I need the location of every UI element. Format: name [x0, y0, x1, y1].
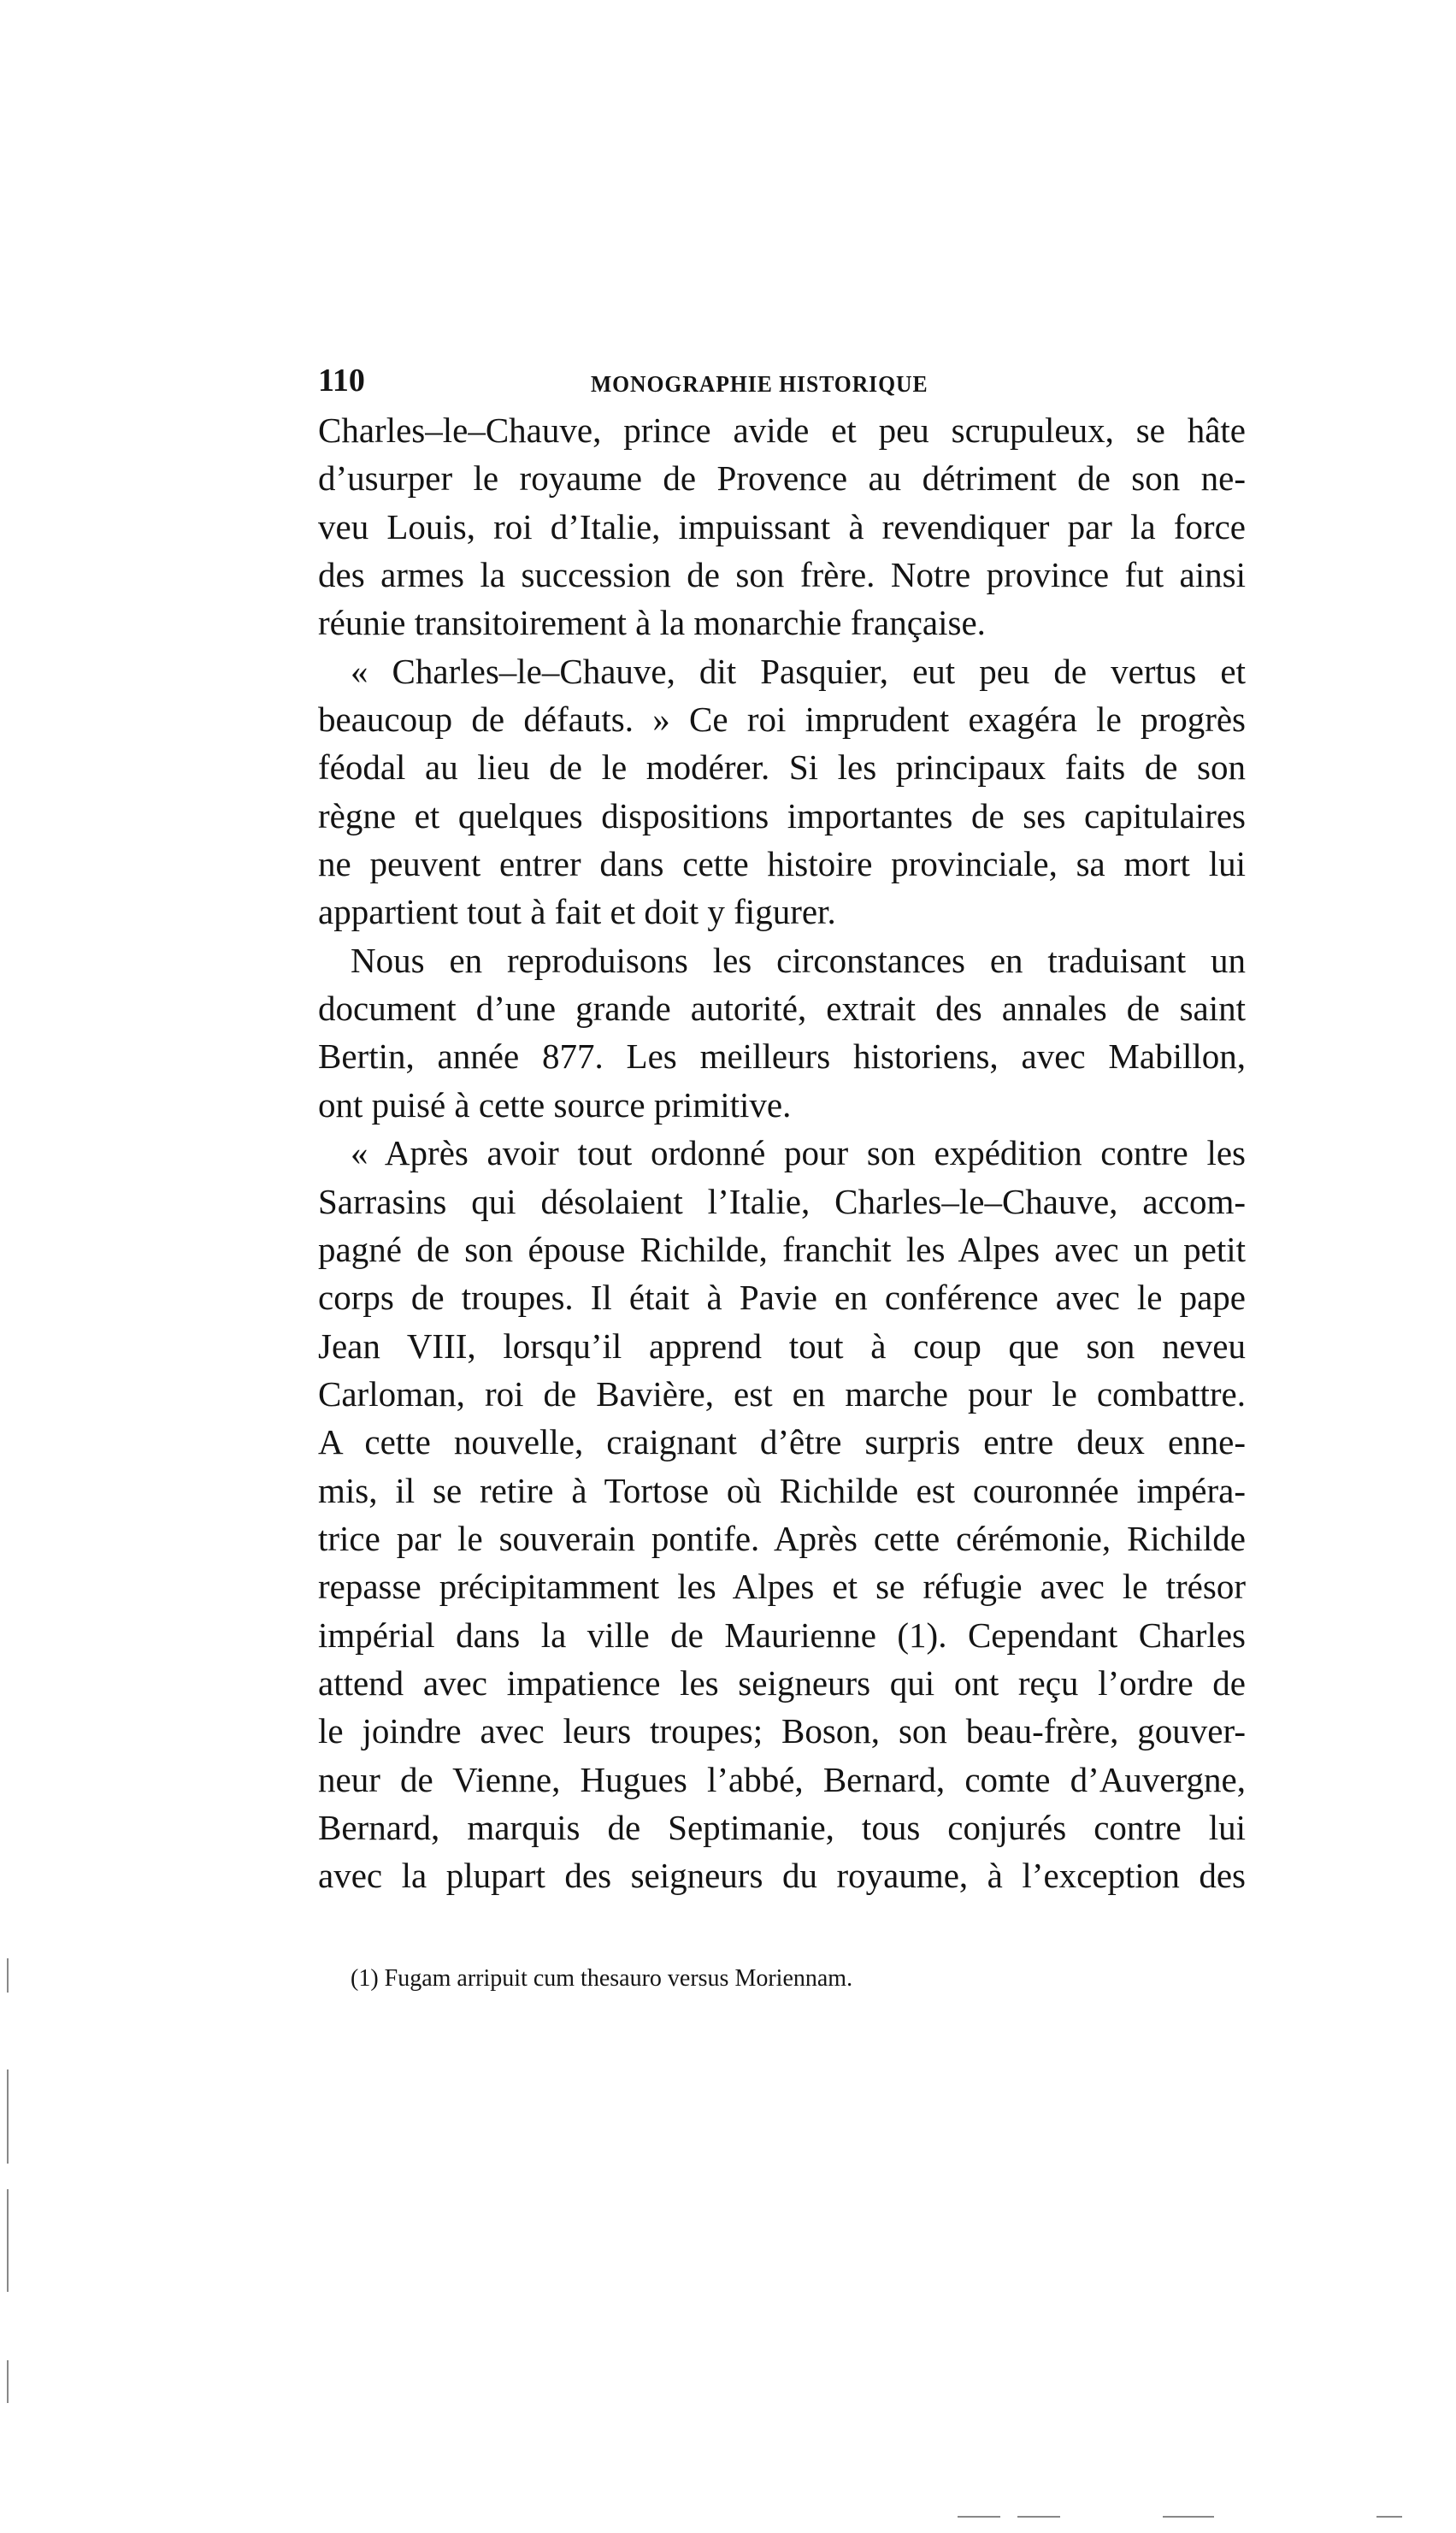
text-line: Bernard, marquis de Septimanie, tous conjurés contre lui: [318, 1807, 1246, 1847]
page-header: [318, 359, 1246, 402]
text-line: ne peuvent entrer dans cette histoire provinciale, sa mort lui: [318, 844, 1246, 884]
footnote: (1) Fugam arripuit cum thesauro versus Moriennam.: [351, 1965, 853, 1992]
text-line: trice par le souverain pontife. Après cette cérémonie, Richilde: [318, 1518, 1246, 1558]
text-line: impérial dans la ville de Maurienne (1). Cependant Charles: [318, 1615, 1246, 1655]
scan-edge-mark: [1163, 2516, 1214, 2518]
scan-edge-mark: [7, 1958, 9, 1993]
text-line: A cette nouvelle, craignant d’être surpris entre deux enne-: [318, 1422, 1246, 1462]
text-line: « Après avoir tout ordonné pour son expédition contre les: [351, 1133, 1246, 1173]
text-line: règne et quelques dispositions importantes de ses capitulaires: [318, 795, 1246, 835]
body-text: [318, 406, 1246, 1900]
text-line: document d’une grande autorité, extrait des annales de saint: [318, 989, 1246, 1029]
text-line: avec la plupart des seigneurs du royaume, à l’exception des: [318, 1856, 1246, 1896]
text-line: Carloman, roi de Bavière, est en marche pour le combattre.: [318, 1373, 1246, 1414]
text-line: appartient tout à fait et doit y figurer.: [318, 892, 836, 932]
text-line: repasse précipitamment les Alpes et se réfugie avec le trésor: [318, 1567, 1246, 1607]
scan-edge-mark: [958, 2516, 1000, 2518]
text-line: ont puisé à cette source primitive.: [318, 1084, 792, 1125]
scan-edge-mark: [7, 2070, 9, 2164]
text-line: des armes la succession de son frère. Notre province fut ainsi: [318, 555, 1246, 595]
text-line: Nous en reproduisons les circonstances en traduisant un: [351, 940, 1246, 980]
text-line: d’usurper le royaume de Provence au détriment de son ne-: [318, 458, 1246, 499]
text-line: veu Louis, roi d’Italie, impuissant à revendiquer par la force: [318, 506, 1246, 546]
page-number: 110: [318, 363, 365, 399]
text-line: réunie transitoirement à la monarchie française.: [318, 603, 986, 643]
text-line: Jean VIII, lorsqu’il apprend tout à coup que son neveu: [318, 1326, 1246, 1366]
text-line: attend avec impatience les seigneurs qui ont reçu l’ordre de: [318, 1662, 1246, 1703]
text-line: Charles–le–Chauve, prince avide et peu scrupuleux, se hâte: [318, 410, 1246, 450]
text-line: corps de troupes. Il était à Pavie en conférence avec le pape: [318, 1278, 1246, 1318]
text-line: beaucoup de défauts. » Ce roi imprudent exagéra le progrès: [318, 700, 1246, 740]
text-line: « Charles–le–Chauve, dit Pasquier, eut peu de vertus et: [351, 651, 1246, 691]
text-line: féodal au lieu de le modérer. Si les principaux faits de son: [318, 747, 1246, 788]
text-line: le joindre avec leurs troupes; Boson, son beau-frère, gouver-: [318, 1711, 1246, 1751]
text-line: neur de Vienne, Hugues l’abbé, Bernard, comte d’Auvergne,: [318, 1759, 1246, 1799]
text-line: Sarrasins qui désolaient l’Italie, Charles–le–Chauve, accom-: [318, 1181, 1246, 1221]
running-title: MONOGRAPHIE HISTORIQUE: [591, 371, 928, 397]
scan-edge-mark: [1376, 2516, 1402, 2518]
text-line: mis, il se retire à Tortose où Richilde est couronnée impéra-: [318, 1470, 1246, 1510]
scan-edge-mark: [1017, 2516, 1060, 2518]
text-line: Bertin, année 877. Les meilleurs historiens, avec Mabillon,: [318, 1036, 1246, 1077]
text-line: pagné de son épouse Richilde, franchit les Alpes avec un petit: [318, 1229, 1246, 1269]
scan-edge-mark: [7, 2189, 9, 2292]
scan-edge-mark: [7, 2360, 9, 2403]
